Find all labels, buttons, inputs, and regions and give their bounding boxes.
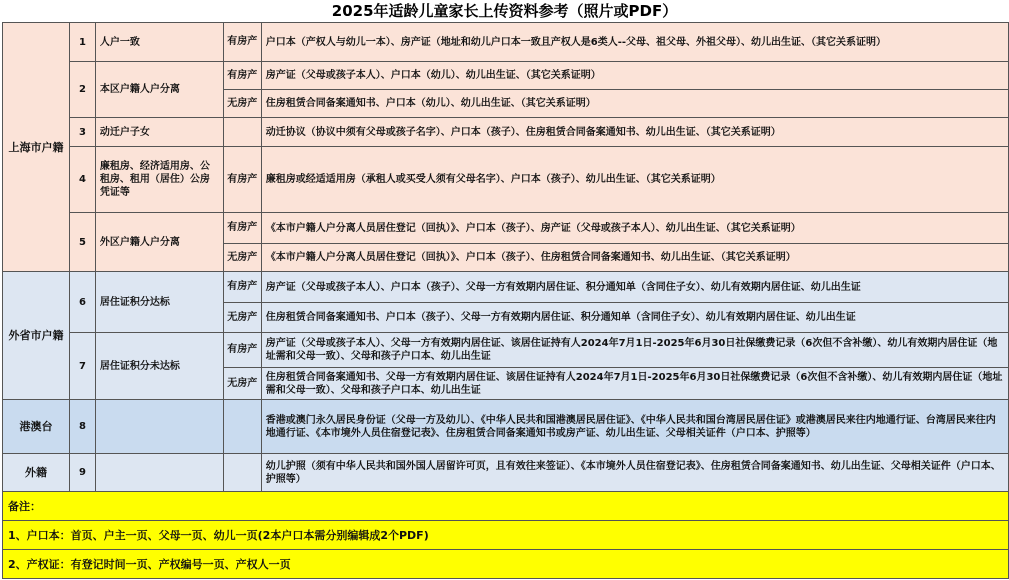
table-row xyxy=(3,23,1009,62)
docs-cell: 廉租房或经适适用房（承租人或买受人须有父母名字）、户口本（孩子）、幼儿出生证、（其它关系证明） xyxy=(261,147,1008,213)
notes-row xyxy=(3,521,1009,550)
docs-cell: 住房租赁合同备案通知书、父母一方有效期内居住证、该居住证持有人2024年7月1日-2025年6月30日社保缴费记录（6次但不含补缴）、幼儿有效期内居住证（地址需和父母一致）、父母和孩子户口本、幼儿出生证 xyxy=(261,368,1008,400)
row-number: 1 xyxy=(69,23,95,62)
note-property-certificate: 2、产权证：有登记时间一页、产权编号一页、产权人一页 xyxy=(3,550,1009,579)
table-row xyxy=(3,272,1009,303)
docs-cell: 住房租赁合同备案通知书、户口本（孩子）、父母一方有效期内居住证、积分通知单（含同住子女）、幼儿有效期内居住证、幼儿出生证 xyxy=(261,303,1008,333)
property-cell: 无房产 xyxy=(223,303,261,333)
property-cell: 无房产 xyxy=(223,90,261,118)
row-number: 8 xyxy=(69,400,95,454)
docs-cell: 香港或澳门永久居民身份证（父母一方及幼儿）、《中华人民共和国港澳居民居住证》、《中华人民共和国台湾居民居住证》或港澳居民来往内地通行证、台湾居民来往内地通行证、《本市境外人员住宿登记表》、住房租赁合同备案通知书或房产证、幼儿出生证、父母相关证件（户口本、护照等） xyxy=(261,400,1008,454)
docs-cell: 住房租赁合同备案通知书、户口本（幼儿）、幼儿出生证、（其它关系证明） xyxy=(261,90,1008,118)
table-row xyxy=(3,454,1009,492)
property-cell: 有房产 xyxy=(223,213,261,244)
category-cell xyxy=(95,400,223,454)
category-cell: 居住证积分未达标 xyxy=(95,333,223,400)
notes-row xyxy=(3,492,1009,521)
property-cell: 有房产 xyxy=(223,147,261,213)
docs-cell: 房产证（父母或孩子本人）、户口本（幼儿）、幼儿出生证、（其它关系证明） xyxy=(261,62,1008,90)
property-cell xyxy=(223,118,261,147)
docs-cell: 幼儿护照（须有中华人民共和国外国人居留许可页，且有效往来签证）、《本市境外人员住宿登记表》、住房租赁合同备案通知书、幼儿出生证、父母相关证件（户口本、护照等） xyxy=(261,454,1008,492)
table-row xyxy=(3,118,1009,147)
sheet-title: 2025年适龄儿童家长上传资料参考（照片或PDF） xyxy=(0,0,1009,22)
docs-cell: 动迁协议（协议中须有父母或孩子名字）、户口本（孩子）、住房租赁合同备案通知书、幼儿出生证、（其它关系证明） xyxy=(261,118,1008,147)
category-cell: 人户一致 xyxy=(95,23,223,62)
row-number: 5 xyxy=(69,213,95,272)
category-cell: 本区户籍人户分离 xyxy=(95,62,223,118)
row-number: 2 xyxy=(69,62,95,118)
notes-row xyxy=(3,550,1009,579)
group-outer-province: 外省市户籍 xyxy=(3,272,70,400)
property-cell: 无房产 xyxy=(223,368,261,400)
category-cell: 动迁户子女 xyxy=(95,118,223,147)
table-row xyxy=(3,213,1009,244)
row-number: 9 xyxy=(69,454,95,492)
category-cell: 外区户籍人户分离 xyxy=(95,213,223,272)
table-row xyxy=(3,62,1009,90)
category-cell: 廉租房、经济适用房、公租房、租用（居住）公房凭证等 xyxy=(95,147,223,213)
category-cell: 居住证积分达标 xyxy=(95,272,223,333)
docs-cell: 户口本（产权人与幼儿一本）、房产证（地址和幼儿户口本一致且产权人是6类人--父母、祖父母、外祖父母）、幼儿出生证、（其它关系证明） xyxy=(261,23,1008,62)
property-cell: 有房产 xyxy=(223,333,261,368)
docs-cell: 《本市户籍人户分离人员居住登记（回执）》、户口本（孩子）、住房租赁合同备案通知书、幼儿出生证、（其它关系证明） xyxy=(261,244,1008,272)
row-number: 7 xyxy=(69,333,95,400)
group-shanghai: 上海市户籍 xyxy=(3,23,70,272)
group-foreign: 外籍 xyxy=(3,454,70,492)
property-cell: 有房产 xyxy=(223,272,261,303)
table-row xyxy=(3,333,1009,368)
table-row xyxy=(3,147,1009,213)
row-number: 4 xyxy=(69,147,95,213)
category-cell xyxy=(95,454,223,492)
property-cell: 有房产 xyxy=(223,62,261,90)
row-number: 6 xyxy=(69,272,95,333)
property-cell xyxy=(223,400,261,454)
docs-cell: 房产证（父母或孩子本人）、户口本（孩子）、父母一方有效期内居住证、积分通知单（含同住子女）、幼儿有效期内居住证、幼儿出生证 xyxy=(261,272,1008,303)
docs-cell: 房产证（父母或孩子本人）、父母一方有效期内居住证、该居住证持有人2024年7月1日-2025年6月30日社保缴费记录（6次但不含补缴）、幼儿有效期内居住证（地址需和父母一致）、父母和孩子户口本、幼儿出生证 xyxy=(261,333,1008,368)
note-household-register: 1、户口本：首页、户主一页、父母一页、幼儿一页(2本户口本需分别编辑成2个PDF) xyxy=(3,521,1009,550)
notes-label: 备注： xyxy=(3,492,1009,521)
property-cell: 无房产 xyxy=(223,244,261,272)
property-cell: 有房产 xyxy=(223,23,261,62)
docs-cell: 《本市户籍人户分离人员居住登记（回执）》、户口本（孩子）、房产证（父母或孩子本人）、幼儿出生证、（其它关系证明） xyxy=(261,213,1008,244)
group-hk-macau-taiwan: 港澳台 xyxy=(3,400,70,454)
table-row xyxy=(3,400,1009,454)
requirements-table xyxy=(2,22,1009,579)
property-cell xyxy=(223,454,261,492)
row-number: 3 xyxy=(69,118,95,147)
